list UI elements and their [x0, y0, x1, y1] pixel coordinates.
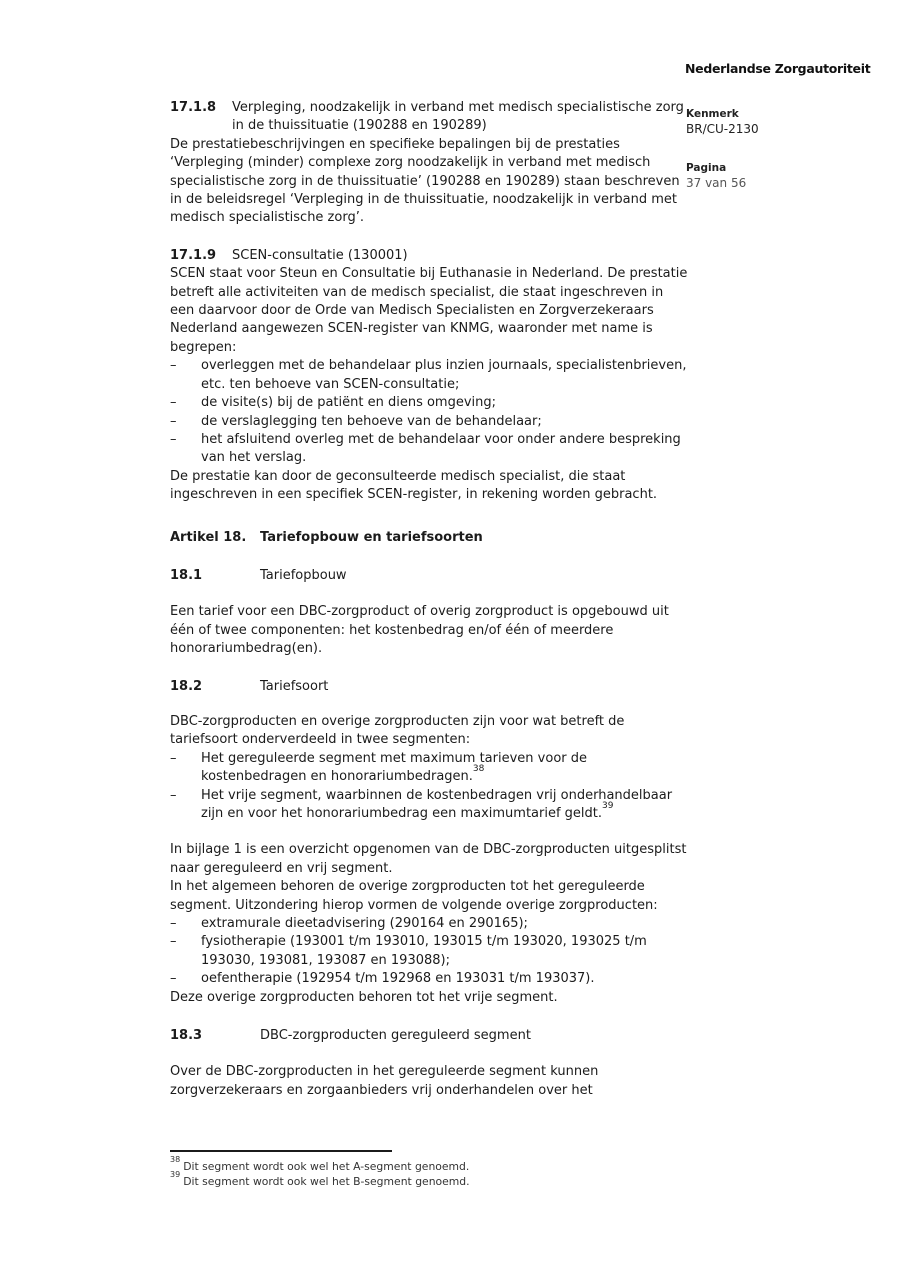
footnote-number: 38: [170, 1155, 181, 1165]
paragraph-overige-zorgproducten: In het algemeen behoren de overige zorgproducten tot het gereguleerde segment. Uitzondering hierop vormen de volgende overige zorgproducten:: [170, 879, 658, 913]
document-body: [170, 99, 688, 1100]
section-number: 18.1: [170, 567, 203, 583]
bullet-dash: –: [170, 916, 177, 932]
pagina-label: Pagina: [686, 162, 727, 174]
footnote-area: [170, 1150, 690, 1189]
section-title: SCEN-consultatie (130001): [232, 247, 408, 263]
bullet-dash: –: [170, 395, 177, 411]
section-title: Tariefopbouw: [260, 567, 347, 583]
bullet-dash: –: [170, 787, 177, 803]
scen-bullet-list: [170, 357, 688, 467]
section-title: Tariefsoort: [260, 678, 329, 694]
kenmerk-value: BR/CU-2130: [686, 122, 759, 136]
footnote-divider: [170, 1150, 392, 1152]
list-item: – extramurale dieetadvisering (290164 en 290165);: [170, 915, 688, 933]
footnote-number: 39: [170, 1170, 181, 1180]
list-item: – fysiotherapie (193001 t/m 193010, 193015 t/m 193020, 193025 t/m 193030, 193081, 193087 en 193088);: [170, 933, 688, 970]
footnote-ref-39: 39: [602, 801, 614, 812]
kenmerk-label: Kenmerk: [686, 108, 739, 120]
page-meta-sidebar: [686, 107, 856, 191]
section-number: 18.2: [170, 678, 203, 694]
heading-18-2: [170, 678, 688, 696]
footnote-ref-38: 38: [472, 764, 485, 775]
section-number: 17.1.9: [170, 247, 217, 263]
heading-17-1-8: [170, 99, 688, 136]
paragraph-18-3: Over de DBC-zorgproducten in het gereguleerde segment kunnen zorgverzekeraars en zorgaanbieders vrij onderhandelen over het: [170, 1064, 599, 1098]
bullet-dash: –: [170, 358, 177, 374]
list-item: – de visite(s) bij de patiënt en diens omgeving;: [170, 394, 688, 412]
list-item: – oefentherapie (192954 t/m 192968 en 193031 t/m 193037).: [170, 970, 688, 988]
footnote-38: $^{38}$Dit segment wordt ook wel het A-segment genoemd.: [170, 1155, 470, 1173]
footnote-39: $^{39}$Dit segment wordt ook wel het B-segment genoemd.: [170, 1170, 470, 1188]
segment-bullet-list: [170, 750, 688, 824]
list-item: – het afsluitend overleg met de behandelaar voor onder andere bespreking van het verslag.: [170, 431, 688, 468]
paragraph-17-1-9-intro: SCEN staat voor Steun en Consultatie bij Euthanasie in Nederland. De prestatie betreft alle activiteiten van de medisch specialist, die staat ingeschreven in een daarvoor door de Orde van Medisch Specialisten en Zorgverzekeraars Nederland aangewezen SCEN-register van KNMG, waaronder met name is begrepen:: [170, 266, 688, 355]
section-title: Verpleging, noodzakelijk in verband met medisch specialistische zorg in de thuissituatie (190288 en 190289): [232, 100, 684, 134]
section-title: DBC-zorgproducten gereguleerd segment: [260, 1028, 531, 1044]
paragraph-17-1-9-outro: De prestatie kan door de geconsulteerde medisch specialist, die staat ingeschreven in een specifiek SCEN-register, in rekening worden gebracht.: [170, 468, 658, 503]
paragraph-18-1: Een tarief voor een DBC-zorgproduct of overig zorgproduct is opgebouwd uit één of twee componenten: het kostenbedrag en/of één of meerdere honorariumbedrag(en).: [170, 604, 669, 657]
list-item: – Het gereguleerde segment met maximum tarieven voor de kostenbedragen en honorariumbedragen.$^{38}$: [170, 750, 688, 787]
heading-18-1: [170, 567, 688, 585]
bullet-dash: –: [170, 934, 177, 950]
heading-18-3: [170, 1027, 688, 1045]
article-number: Artikel 18.: [170, 529, 247, 545]
bullet-dash: –: [170, 431, 177, 447]
heading-17-1-9: [170, 247, 688, 265]
pagina-value: 37 van 56: [686, 176, 747, 190]
section-number: 17.1.8: [170, 100, 217, 115]
section-number: 18.3: [170, 1028, 203, 1044]
heading-artikel-18: [170, 529, 688, 547]
list-item: – Het vrije segment, waarbinnen de kostenbedragen vrij onderhandelbaar zijn en voor het honorariumbedrag een maximumtarief geldt.$^{39}$: [170, 787, 688, 824]
paragraph-17-1-8: De prestatiebeschrijvingen en specifieke bepalingen bij de prestaties ‘Verpleging (minder) complexe zorg noodzakelijk in verband met medisch specialistische zorg in de thuissituatie’ (190288 en 190289) staan beschreven in de beleidsregel ‘Verpleging in de thuissituatie, noodzakelijk in verband met medisch specialistische zorg’.: [170, 136, 680, 226]
paragraph-bijlage: In bijlage 1 is een overzicht opgenomen van de DBC-zorgproducten uitgesplitst naar gereguleerd en vrij segment.: [170, 842, 687, 876]
bullet-dash: –: [170, 971, 177, 987]
list-item: – overleggen met de behandelaar plus inzien journaals, specialistenbrieven, etc. ten behoeve van SCEN-consultatie;: [170, 357, 688, 394]
list-item: – de verslaglegging ten behoeve van de behandelaar;: [170, 413, 688, 431]
article-title: Tariefopbouw en tariefsoorten: [260, 529, 483, 545]
bullet-dash: –: [170, 750, 177, 766]
nza-wordmark: Nederlandse Zorgautoriteit: [685, 61, 871, 76]
paragraph-18-2-intro: DBC-zorgproducten en overige zorgproducten zijn voor wat betreft de tariefsoort onderverdeeld in twee segmenten:: [170, 713, 625, 748]
paragraph-18-2-outro: Deze overige zorgproducten behoren tot het vrije segment.: [170, 989, 558, 1005]
bullet-dash: –: [170, 413, 177, 429]
vrij-segment-bullet-list: [170, 915, 688, 989]
